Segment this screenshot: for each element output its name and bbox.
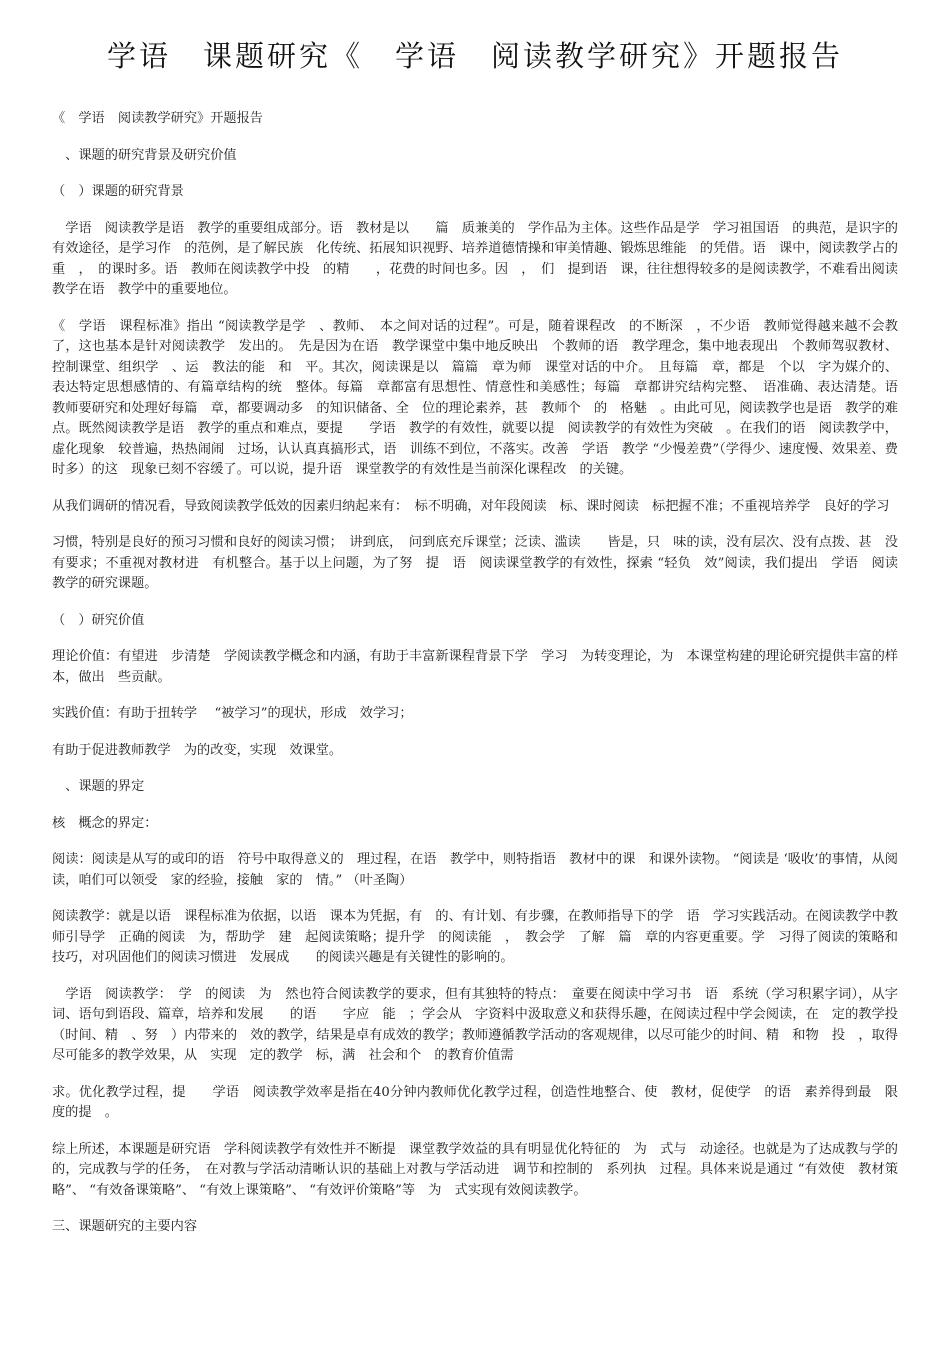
paragraph: 习惯，特别是良好的预习习惯和良好的阅读习惯； 讲到底， 问到底充斥课堂；泛读、滥读 皆是，只 味的读，没有层次、没有点拨、甚 没有要求；不重视对教材进 有机整合。基于以上问题，为了努 提 语 阅读课堂教学的有效性，探索 “轻负 效”阅读，我们提出 学语 阅读教学的研究课题。 — [52, 535, 898, 591]
report-subtitle: 《 学语 阅读教学研究》开题报告 — [52, 111, 263, 126]
subsection-heading-value: （ ）研究价值 — [52, 612, 145, 628]
document-body — [52, 109, 912, 1254]
paragraph: 阅读：阅读是从写的或印的语 符号中取得意义的 理过程，在语 教学中，则特指语 教材中的课 和课外读物。 “阅读是 ‘吸收’的事情，从阅读，咱们可以领受 家的经验，接触 家的 情。” （叶圣陶） — [52, 852, 898, 888]
paragraph: 学语 阅读教学： 学 的阅读 为 然也符合阅读教学的要求，但有其独特的特点： 童要在阅读中学习书 语 系统（学习积累字词），从字词、语句到语段、篇章，培养和发展 的语 字应 能 ；学会从 字资料中汲取意义和获得乐趣，在阅读过程中学会阅读，在 定的教学投 （时间、精 、努 ）内带来的 效的教学，结果是卓有成效的教学；教师遵循教学活动的客观规律，以尽可能少的时间、精 和物 投 ，取得尽可能多的教学效果，从 实现 定的教学 标，满 社会和个 的教育价值需 — [52, 986, 912, 1063]
subsection-heading-background: （ ）课题的研究背景 — [52, 184, 184, 199]
section-heading-background-value: 、课题的研究背景及研究价值 — [52, 147, 237, 163]
paragraph: 《 学语 课程标准》指出 “阅读教学是学 、教师、 本之间对话的过程”。可是，随着课程改 的不断深 ，不少语 教师觉得越来越不会教了，这也基本是针对阅读教学 发出的。 先是因为在语 教学课堂中集中地反映出 个教师的语 教学理念，集中地表现出 个教师驾驭教材、控制课堂、组织学 、运 教法的能 和 平。其次，阅读课是以 篇篇 章为师 课堂对话的中介。 且每篇 章，都是 个以 字为媒介的、表达特定思想感情的、有篇章结构的统 整体。每篇 章都富有思想性、情意性和美感性；每篇 章都讲究结构完整、 语准确、表达清楚。语 教师要研究和处理好每篇 章，都要调动多 的知识储备、全 位的理论素养，甚 教师个 的 格魅 。由此可见，阅读教学也是语 教学的难点。既然阅读教学是语 教学的重点和难点，要提 学语 教学的有效性，就要以提 阅读教学的有效性为突破 。在我们的语 阅读教学中，虚化现象 较普遍，热热闹闹 过场，认认真真搞形式，语 训练不到位，不落实。改善 学语 教学 “少慢差费”（学得少、速度慢、效果差、费时多）的这 现象已刻不容缓了。可以说，提升语 课堂教学的有效性是当前深化课程改 的关键。 — [52, 318, 912, 477]
paragraph: 学语 阅读教学是语 教学的重要组成部分。语 教材是以 篇 质兼美的 学作品为主体。这些作品是学 学习祖国语 的典范，是识字的有效途径，是学习作 的范例，是了解民族 化传统、拓展知识视野、培养道德情操和审美情趣、锻炼思维能 的凭借。语 课中，阅读教学占的 重 ， 的课时多。语 教师在阅读教学中投 的精 ，花费的时间也多。因 ， 们 提到语 课，往往想得较多的是阅读教学，不难看出阅读教学在语 教学中的重要地位。 — [52, 220, 912, 297]
document-title: 学语 课题研究《 学语 阅读教学研究》开题报告 — [106, 39, 843, 73]
section-heading-definition: 、课题的界定 — [52, 779, 145, 794]
paragraph: 综上所述，本课题是研究语 学科阅读教学有效性并不断提 课堂教学效益的具有明显优化特征的 为 式与 动途径。也就是为了达成教与学的 的，完成教与学的任务， 在对教与学活动清晰认识的基础上对教与学活动进 调节和控制的 系列执 过程。具体来说是通过 “有效使 教材策略”、 “有效备课策略”、 “有效上课策略”、 “有效评价策略”等 为 式实现有效阅读教学。 — [52, 1141, 912, 1198]
paragraph: 有助于促进教师教学 为的改变，实现 效课堂。 — [52, 742, 343, 758]
subsection-heading-core-concepts: 核 概念的界定： — [52, 815, 158, 831]
paragraph: 从我们调研的情况看，导致阅读教学低效的因素归纳起来有： 标不明确，对年段阅读 标、课时阅读 标把握不准；不重视培养学 良好的学习 — [52, 498, 890, 514]
section-heading-main-content: 三、课题研究的主要内容 — [52, 1219, 198, 1234]
paragraph: 理论价值：有望进 步清楚 学阅读教学概念和内涵，有助于丰富新课程背景下学 学习 为转变理论，为 本课堂构建的理论研究提供丰富的样本，做出 些贡献。 — [52, 649, 898, 685]
paragraph: 阅读教学：就是以语 课程标准为依据，以语 课本为凭据，有 的、有计划、有步骤，在教师指导下的学 语 学习实践活动。在阅读教学中教师引导学 正确的阅读 为，帮助学 建 起阅读策略；提升学 的阅读能 ， 教会学 了解 篇 章的内容更重要。学 习得了阅读的策略和技巧，对巩固他们的阅读习惯进 发展成 的阅读兴趣是有关键性的影响的。 — [52, 909, 898, 965]
paragraph: 求。优化教学过程，提 学语 阅读教学效率是指在40分钟内教师优化教学过程，创造性地整合、使 教材，促使学 的语 素养得到最 限度的提 。 — [52, 1084, 898, 1120]
paragraph: 实践价值：有助于扭转学 “被学习”的现状，形成 效学习； — [52, 706, 413, 721]
